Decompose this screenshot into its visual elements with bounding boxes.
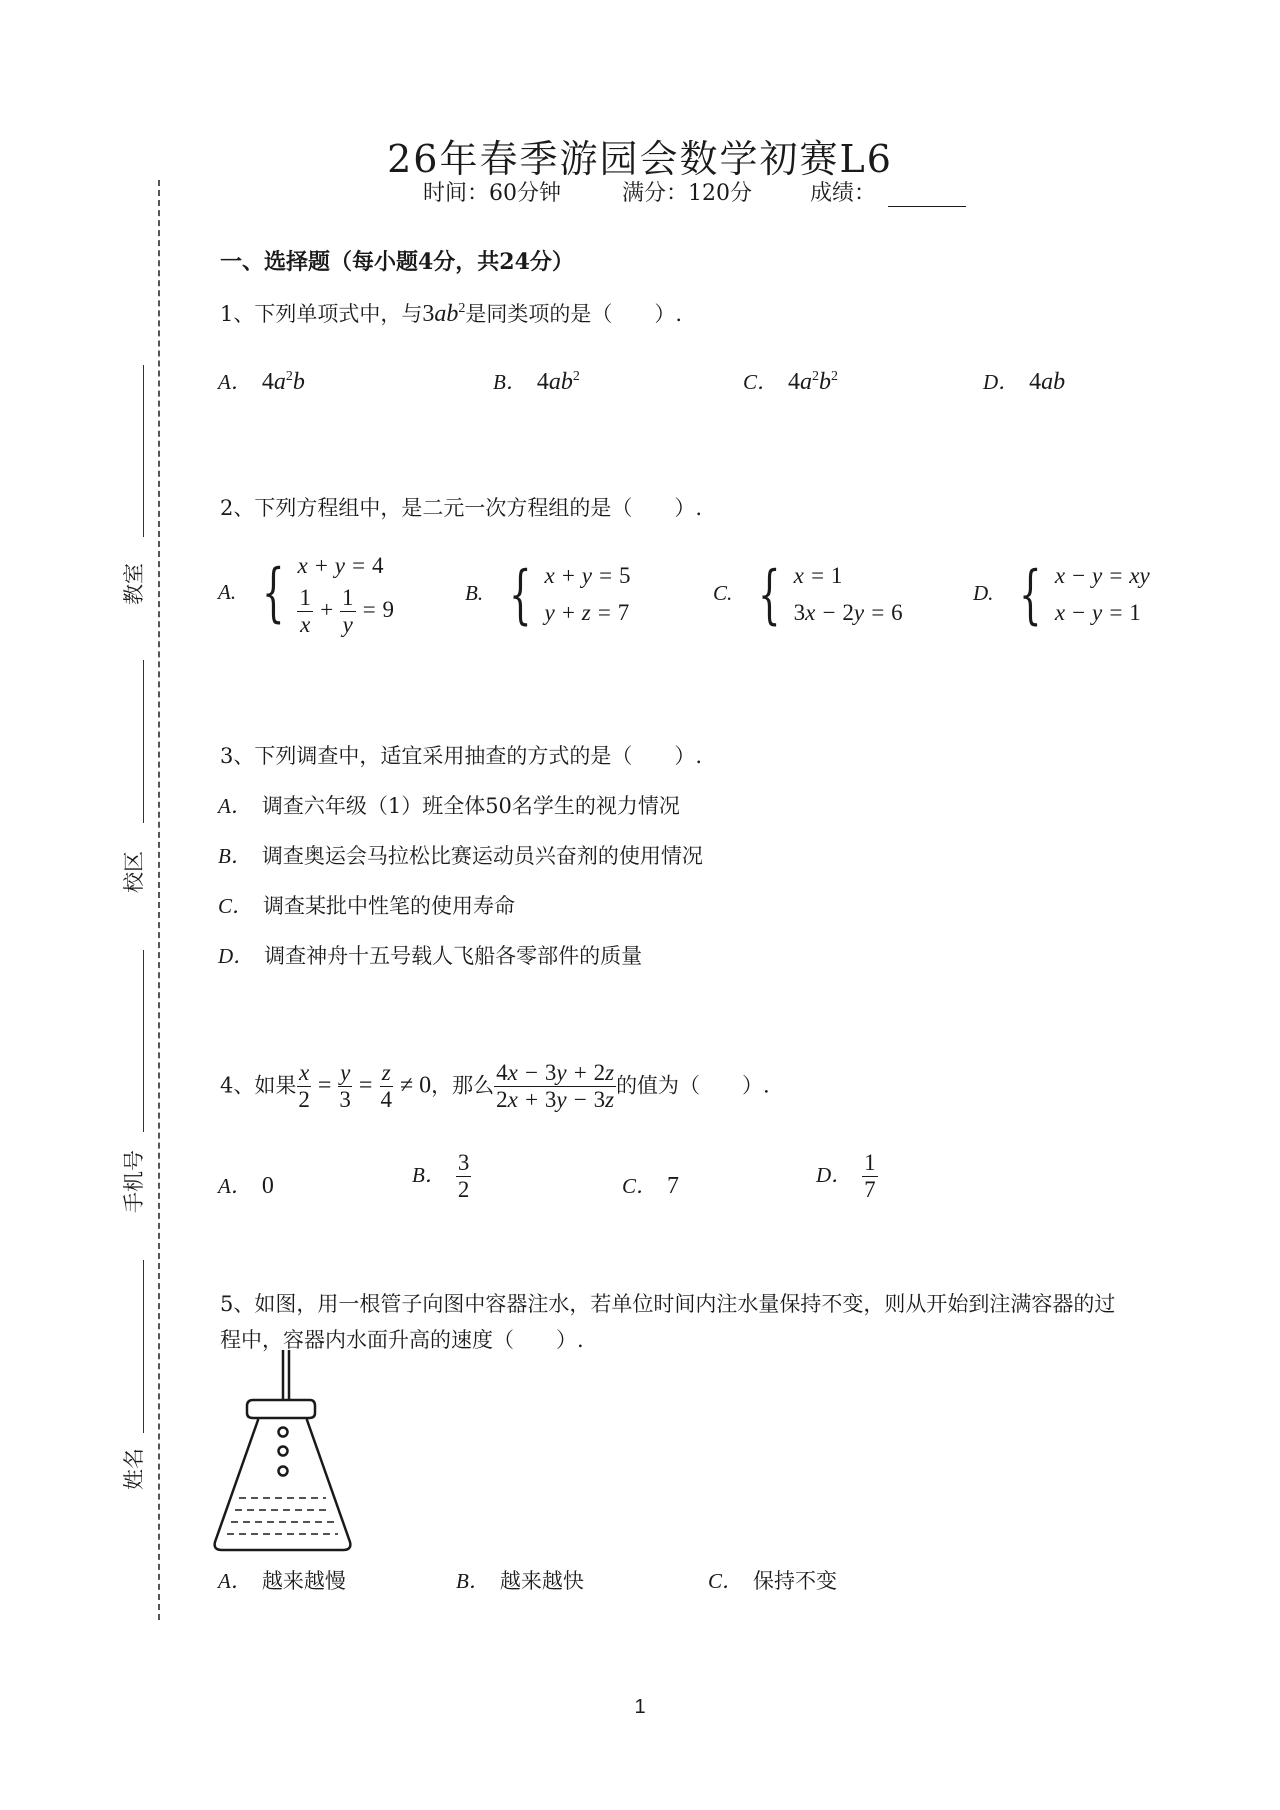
sidebar-phone-label: 手机号 [122, 1150, 146, 1213]
frac-x-2: $\frac{x}{2}$ [298, 1060, 310, 1113]
frac-expression: $\frac{4x - 3y + 2z}{2x + 3y - 3z}$ [496, 1060, 615, 1113]
question-4-option-d: D． $\frac{1}{7}$ [816, 1150, 876, 1203]
sidebar-campus-label: 校区 [122, 851, 146, 893]
exam-time: 时间：60分钟 [423, 181, 561, 206]
flask-figure [205, 1350, 365, 1555]
question-5-line-2: 程中，容器内水面升高的速度（ ）. [220, 1328, 584, 1352]
question-1-option-a: A． $4a^2b$ [218, 369, 305, 395]
score-label: 成绩： [810, 181, 877, 206]
question-1-term: $3ab^2$ [422, 301, 466, 327]
section-title: 一、选择题（每小题4分，共24分） [220, 249, 574, 275]
question-2-option-b: B. { x + y = 5 y + z = 7 [465, 557, 631, 632]
question-2-option-d: D. { x − y = xy x − y = 1 [973, 557, 1150, 632]
binding-line-2 [143, 660, 144, 823]
question-3-option-d: D． 调查神舟十五号载人飞船各零部件的质量 [218, 944, 643, 968]
question-3-option-a: A． 调查六年级（1）班全体50名学生的视力情况 [218, 794, 680, 818]
question-5-line-1: 5、如图，用一根管子向图中容器注水，若单位时间内注水量保持不变，则从开始到注满容器的过 [220, 1292, 1116, 1316]
question-5-option-c: C． 保持不变 [708, 1569, 838, 1593]
score-field [810, 176, 966, 207]
question-1-option-c: C． $4a^2b^2$ [743, 369, 839, 395]
question-1-stem-post: 是同类项的是（ ）. [465, 302, 683, 326]
question-1-stem [220, 298, 682, 328]
binding-line-1 [143, 365, 144, 537]
question-3-option-b: B． 调查奥运会马拉松比赛运动员兴奋剂的使用情况 [218, 844, 703, 868]
binding-line-4 [143, 1260, 144, 1433]
frac-y-3: $\frac{y}{3}$ [339, 1060, 351, 1113]
question-3-option-c: C． 调查某批中性笔的使用寿命 [218, 894, 516, 918]
question-2-option-a: A. { x + y = 4 $\frac{1}{x}$ + $\frac{1}{y}$ = 9 [218, 553, 395, 638]
sidebar-name-label: 姓名 [122, 1448, 146, 1490]
question-5-option-a: A． 越来越慢 [218, 1569, 346, 1593]
binding-dashed-line [158, 180, 160, 1620]
full-score: 满分：120分 [622, 181, 752, 206]
question-4-option-b: B． $\frac{3}{2}$ [412, 1150, 470, 1203]
question-4-option-c: C． 7 [622, 1173, 680, 1199]
question-5-option-b: B． 越来越快 [456, 1569, 584, 1593]
page-number: 1 [634, 1696, 646, 1718]
binding-line-3 [143, 950, 144, 1132]
sidebar-classroom-label: 教室 [122, 563, 146, 605]
question-4-stem: 4、如果 $\frac{x}{2}$ = $\frac{y}{3}$ = $\frac{z}{4}$ ≠ 0，那么 $\frac{4x - 3y + 2z}{2x + 3y - 3z}$ 的值为（ ）. [220, 1060, 770, 1113]
question-2-stem: 2、下列方程组中，是二元一次方程组的是（ ）. [220, 496, 703, 520]
score-blank [888, 206, 966, 207]
question-3-stem: 3、下列调查中，适宜采用抽查的方式的是（ ）. [220, 744, 703, 768]
question-2-option-c: C. { x = 1 3x − 2y = 6 [713, 557, 903, 632]
frac-z-4: $\frac{z}{4}$ [380, 1060, 392, 1113]
question-1-stem-pre: 1、下列单项式中，与 [220, 302, 423, 326]
question-4-option-a: A． 0 [218, 1173, 274, 1199]
question-1-option-b: B． $4ab^2$ [493, 369, 580, 395]
page-title: 26年春季游园会数学初赛L6 [387, 137, 893, 181]
question-1-option-d: D． 4ab [983, 369, 1066, 395]
